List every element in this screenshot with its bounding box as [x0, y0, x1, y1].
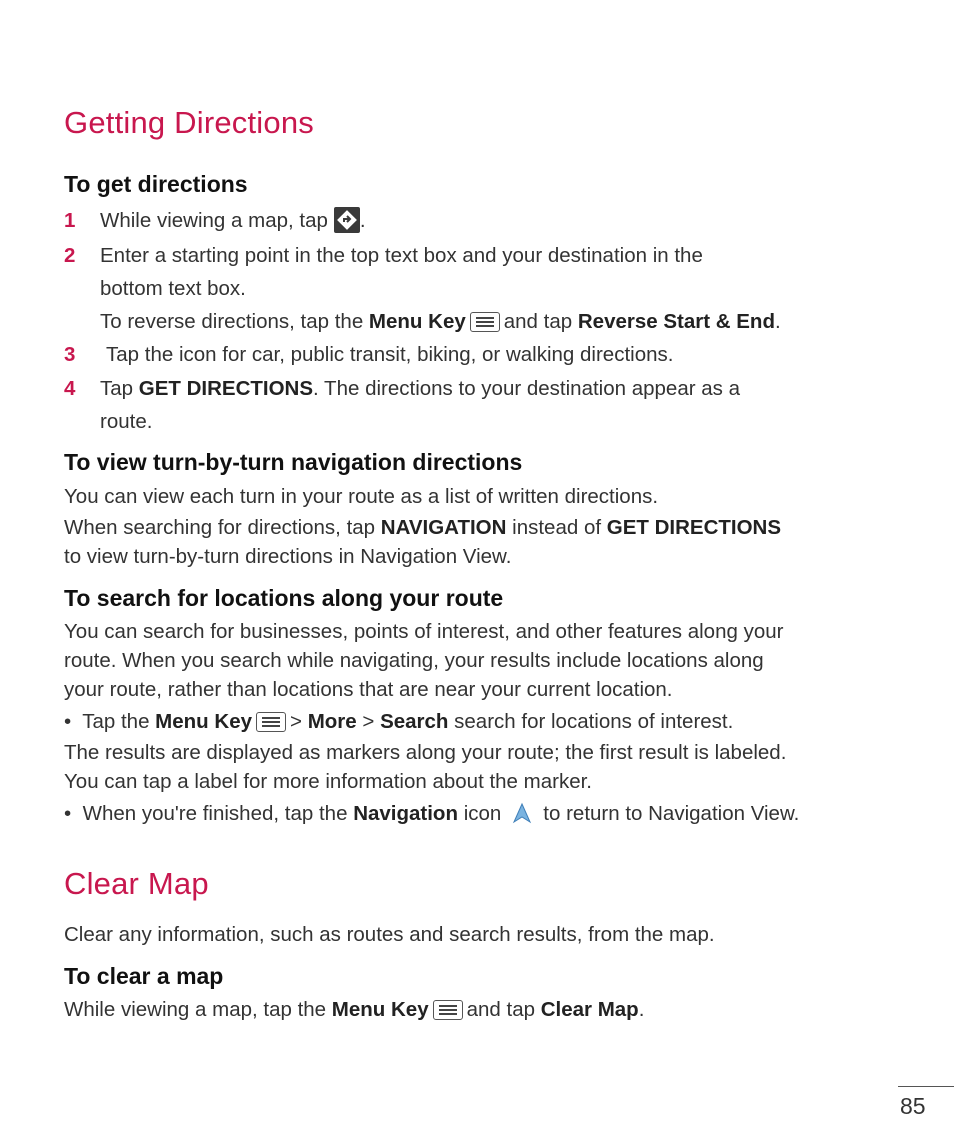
step-3: Tap the icon for car, public transit, biking, or walking directions.	[106, 343, 674, 366]
page-number: 85	[898, 1086, 954, 1087]
paragraph: When searching for directions, tap NAVIGATION instead of GET DIRECTIONS	[64, 516, 782, 539]
bullet-item: • Tap the Menu Key > More > Search search for locations of interest.	[64, 710, 734, 733]
paragraph: your route, rather than locations that are near your current location.	[64, 678, 673, 701]
paragraph: The results are displayed as markers along your route; the first result is labeled.	[64, 741, 787, 764]
heading-search-along-route: To search for locations along your route	[64, 585, 504, 611]
section-title-clear-map: Clear Map	[64, 866, 209, 901]
step-4: Tap GET DIRECTIONS. The directions to your destination appear as a route.	[100, 377, 740, 433]
heading-turn-by-turn: To view turn-by-turn navigation directions	[64, 449, 523, 475]
heading-clear-a-map: To clear a map	[64, 963, 224, 989]
paragraph: to view turn-by-turn directions in Navigation View.	[64, 545, 512, 568]
menu-key-icon	[433, 1000, 463, 1020]
paragraph: You can view each turn in your route as a list of written directions.	[64, 485, 659, 508]
section-title-getting-directions: Getting Directions	[64, 105, 314, 140]
directions-icon	[334, 207, 360, 233]
step-number: 3	[64, 343, 76, 366]
heading-get-directions: To get directions	[64, 171, 248, 197]
paragraph: You can tap a label for more information about the marker.	[64, 770, 592, 793]
menu-key-icon	[470, 312, 500, 332]
step-1: While viewing a map, tap .	[100, 209, 366, 232]
menu-key-icon	[256, 712, 286, 732]
step-number: 4	[64, 377, 76, 400]
paragraph: route. When you search while navigating, your results include locations along	[64, 649, 764, 672]
step-number: 1	[64, 209, 76, 232]
step-2: Enter a starting point in the top text box and your destination in the bottom text box. To reverse directions, tap the Menu Key and tap Reverse Start & End.	[100, 244, 781, 333]
step-number: 2	[64, 244, 76, 267]
paragraph: While viewing a map, tap the Menu Key and tap Clear Map.	[64, 998, 645, 1021]
navigation-arrow-icon	[511, 802, 533, 824]
bullet-item: • When you're finished, tap the Navigation icon to return to Navigation View.	[64, 802, 800, 825]
paragraph: Clear any information, such as routes and search results, from the map.	[64, 923, 715, 946]
paragraph: You can search for businesses, points of interest, and other features along your	[64, 620, 784, 643]
